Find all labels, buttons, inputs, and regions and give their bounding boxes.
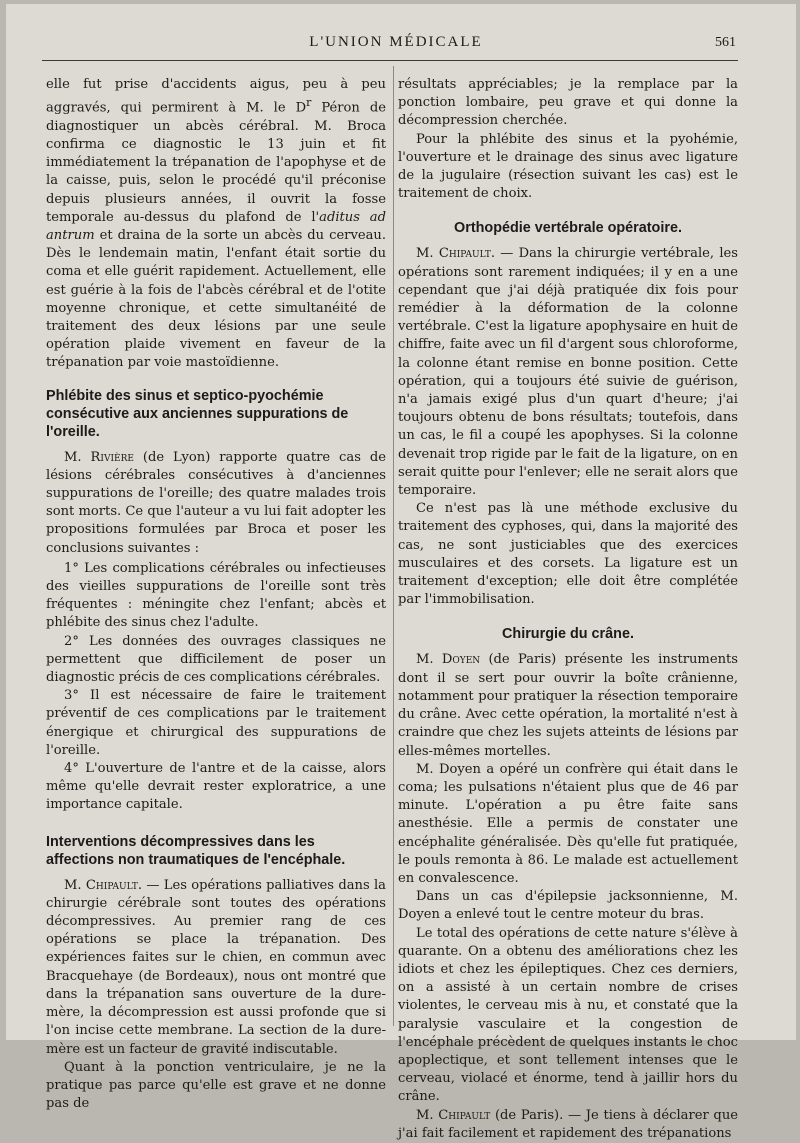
column-divider [393, 66, 394, 1026]
paragraph: Le total des opérations de cette nature s'élève à quarante. On a obtenu des améliorations chez les idiots et chez les épileptiques. Chez ces derniers, on a assisté à un certain nombre de crises violentes, le cerveau mis à nu, et constaté que la paralysie vasculaire et la congestion de l'encéphale précèdent de quelques instants le choc apoplectique, et sont tellement intenses que le cerveau, violacé et énorme, tend à jaillir hors du crâne. [398, 925, 738, 1105]
paragraph: Ce n'est pas là une méthode exclusive du traitement des cyphoses, qui, dans la majorité des cas, ne sont justiciables que des exercices musculaires et des corsets. La ligature est un traitement d'exception; elle doit être complétée par l'immobilisation. [398, 501, 738, 608]
page-number: 561 [715, 35, 736, 50]
paragraph: M. Doyen (de Paris) présente les instruments dont il se sert pour ouvrir la boîte crânienne, notamment pour pratiquer la résection temporaire du crâne. Avec cette opération, la mortalité n'est à craindre que chez les sujets atteints de lésions par elles-mêmes mortelles. [398, 652, 739, 759]
left-column [46, 76, 386, 1113]
paragraph: M. Doyen a opéré un confrère qui était dans le coma; les pulsations n'étaient plus que de 46 par minute. L'opération a pu être faite sans anesthésie. Elle a permis de constater une encéphalite généralisée. Dès qu'elle fut pratiquée, le pouls remonta à 86. Le malade est actuellement en convalescence. [398, 761, 738, 886]
running-header [6, 34, 796, 58]
journal-title: L'UNION MÉDICALE [309, 34, 483, 50]
paragraph: M. Rivière (de Lyon) rapporte quatre cas de lésions cérébrales consécutives à d'anciennes suppurations de l'oreille; des quatre malades trois sont morts. Ce que l'auteur a vu lui fait adopter les propositions formulées par Broca et poser les conclusions suivantes : [46, 449, 386, 556]
paragraph: M. Chipault. — Dans la chirurgie vertébrale, les opérations sont rarement indiquées; il y en a une cependant que j'ai déjà pratiquée dix fois pour remédier à la déformation de la colonne vertébrale. C'est la ligature apophysaire en huit de chiffre, faite avec un fil d'argent sous chloroforme, la colonne étant remise en bonne position. Cette opération, qui a toujours été suivie de guérison, n'a jamais exigé plus d'un quart d'heure; j'ai toujours obtenu de bons résultats; toutefois, dans un cas, le fil a coupé les apophyses. Si la colonne devenait trop rigide par le fait de la ligature, on en serait quitte pour l'enlever; elle ne serait alors que temporaire. [398, 246, 738, 499]
paragraph: M. Chipault (de Paris). — Je tiens à déclarer que j'ai fait facilement et rapidement des trépanations [398, 1107, 738, 1141]
paragraph: Dans un cas d'épilepsie jacksonnienne, M. Doyen a enlevé tout le centre moteur du bras. [398, 889, 738, 923]
section-heading-orthopedie: Orthopédie vertébrale opératoire. [454, 220, 682, 237]
header-rule [42, 60, 738, 61]
conclusion-item: 4° L'ouverture de l'antre et de la caisse, alors même qu'elle devrait rester exploratrice, a une importance capitale. [46, 761, 386, 813]
paragraph: M. Chipault. — Les opérations palliatives dans la chirurgie cérébrale sont toutes des opérations décompressives. Au premier rang de ces opérations se place la trépanation. Des expériences faites sur le chien, en commun avec Bracquehaye (de Bordeaux), nous ont montré que dans la trépanation sans ouverture de la dure-mère, la décompression est aussi profonde que si l'on incise cette membrane. La section de la dure-mère est un facteur de gravité indiscutable. [46, 877, 386, 1057]
paragraph: elle fut prise d'accidents aigus, peu à peu aggravés, qui permirent à M. le $D^r$ Péron de diagnostiquer un abcès cérébral. M. Broca confirma ce diagnostic le 13 juin et fit immédiatement la trépanation de l'apophyse et de la caisse, puis, selon le procédé qu'il préconise depuis plusieurs années, il ouvrit la fosse temporale au-dessus du plafond de l'aditus ad antrum et draina de la sorte un abcès du cerveau. Dès le lendemain matin, l'enfant était sortie du coma et elle guérit rapidement. Actuellement, elle est guérie à la fois de l'abcès cérébral et de l'otite moyenne chronique, et cette simultanéité de traitement des deux lésions par une seule opération plaide vivement en faveur de la trépanation par voie mastoïdienne. [46, 77, 386, 371]
paragraph: Pour la phlébite des sinus et la pyohémie, l'ouverture et le drainage des sinus avec ligature de la jugulaire (résection suivant les cas) est le traitement de choix. [398, 131, 738, 202]
section-heading-phlebite: Phlébite des sinus et septico-pyochémie consécutive aux anciennes suppurations de l'oreille. [46, 387, 349, 440]
section-heading-chirurgie-crane: Chirurgie du crâne. [502, 626, 634, 643]
paragraph: Quant à la ponction ventriculaire, je ne la pratique pas parce qu'elle est grave et ne donne pas de [46, 1059, 386, 1112]
conclusion-item: 2° Les données des ouvrages classiques ne permettent que difficilement de poser un diagnostic précis de ces complications cérébrales. [46, 633, 386, 686]
conclusion-item: 1° Les complications cérébrales ou infectieuses des vieilles suppurations de l'oreille sont très fréquentes : méningite chez l'enfant; abcès et phlébite des sinus chez l'adulte. [46, 560, 386, 631]
journal-page [6, 4, 796, 1141]
paragraph: résultats appréciables; je la remplace par la ponction lombaire, peu grave et qui donne la décompression cherchée. [398, 77, 738, 129]
section-heading-interventions: Interventions décompressives dans les affections non traumatiques de l'encéphale. [46, 833, 346, 868]
conclusion-item: 3° Il est nécessaire de faire le traitement préventif de ces complications par le traitement énergique et chirurgical des suppurations de l'oreille. [46, 688, 386, 758]
right-column [398, 76, 738, 1143]
